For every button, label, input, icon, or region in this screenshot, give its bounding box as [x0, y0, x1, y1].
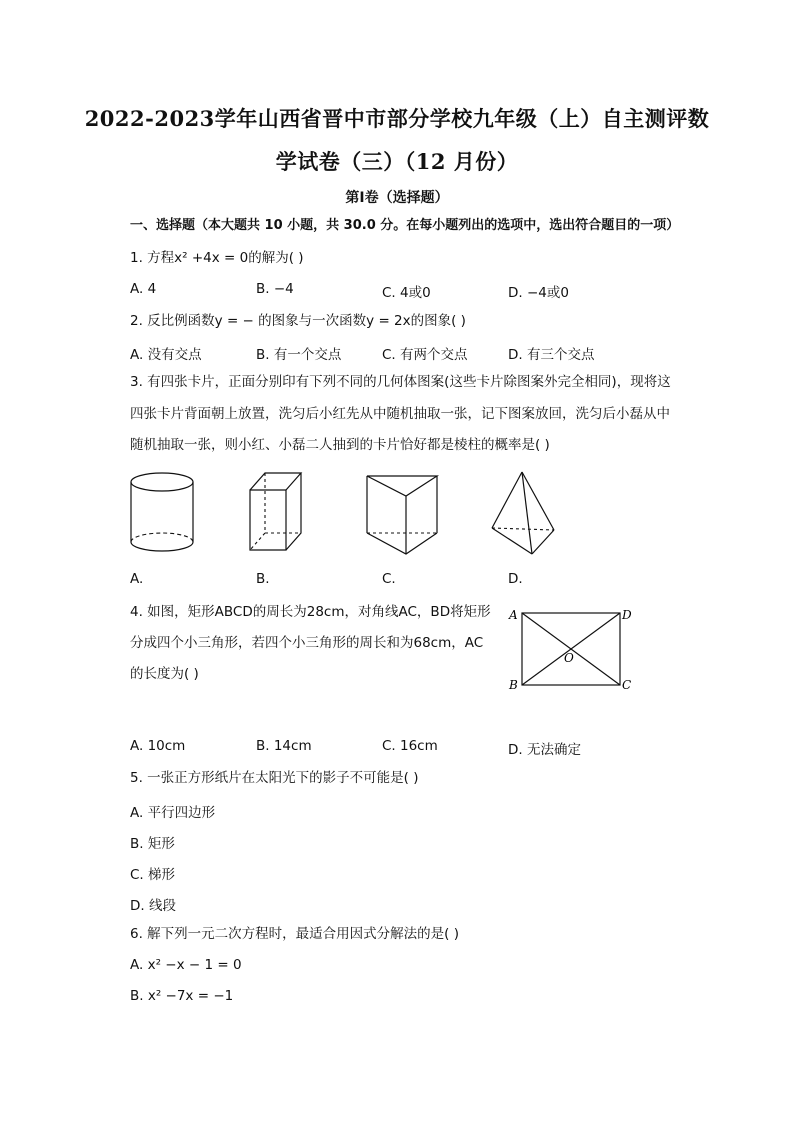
rectangle-diagonals-figure: [505, 605, 640, 695]
question-2-option-c: C. 有两个交点: [382, 347, 468, 363]
question-3-option-b: B.: [256, 571, 270, 587]
question-1-option-d: D. −4或0: [508, 285, 569, 301]
exam-title-line-2: 学试卷（三）（12 月份）: [275, 149, 519, 174]
rectangular-prism-figure: [248, 470, 308, 555]
label-b: B: [509, 678, 518, 692]
question-2-option-a: A. 没有交点: [130, 347, 202, 363]
question-5-option-b: B. 矩形: [130, 836, 175, 852]
question-4-option-a: A. 10cm: [130, 738, 186, 754]
question-5-stem: 5. 一张正方形纸片在太阳光下的影子不可能是( ): [130, 770, 419, 786]
label-c: C: [622, 678, 632, 692]
question-2-option-b: B. 有一个交点: [256, 347, 342, 363]
question-6-option-b: B. x² −7x = −1: [130, 988, 234, 1004]
section-title: 第I卷（选择题）: [345, 190, 449, 206]
question-4-stem-line-3: 的长度为( ): [130, 666, 199, 682]
question-3-stem-line-2: 四张卡片背面朝上放置，洗匀后小红先从中随机抽取一张，记下图案放回，洗匀后小磊从中: [130, 406, 670, 422]
question-3-stem-line-1: 3. 有四张卡片，正面分别印有下列不同的几何体图案(这些卡片除图案外完全相同)，现将这: [130, 374, 671, 390]
cylinder-figure: [130, 470, 200, 560]
question-3-option-c: C.: [382, 571, 396, 587]
question-3-option-a: A.: [130, 571, 144, 587]
question-3-option-d: D.: [508, 571, 523, 587]
part-instruction: 一、选择题（本大题共 10 小题，共 30.0 分。在每小题列出的选项中，选出符合题目的一项）: [130, 218, 680, 233]
question-1-option-c: C. 4或0: [382, 285, 431, 301]
question-2-option-d: D. 有三个交点: [508, 347, 595, 363]
question-4-option-c: C. 16cm: [382, 738, 438, 754]
label-o: O: [564, 651, 574, 665]
question-4-stem-line-1: 4. 如图，矩形ABCD的周长为28cm，对角线AC，BD将矩形: [130, 604, 491, 620]
label-d: D: [622, 608, 632, 622]
question-3-stem-line-3: 随机抽取一张，则小红、小磊二人抽到的卡片恰好都是棱柱的概率是( ): [130, 437, 550, 453]
question-1-option-a: A. 4: [130, 281, 157, 297]
question-4-stem-line-2: 分成四个小三角形，若四个小三角形的周长和为68cm，AC: [130, 635, 484, 651]
question-2-stem: 2. 反比例函数y = − 的图象与一次函数y = 2x的图象( ): [130, 313, 466, 329]
question-1-stem: 1. 方程x² +4x = 0的解为( ): [130, 250, 304, 266]
question-5-option-c: C. 梯形: [130, 867, 176, 883]
question-5-option-d: D. 线段: [130, 898, 176, 914]
label-a: A: [509, 608, 518, 622]
question-4-option-d: D. 无法确定: [508, 742, 581, 758]
triangular-prism-figure: [364, 470, 442, 560]
question-1-option-b: B. −4: [256, 281, 294, 297]
exam-title-line-1: 2022-2023学年山西省晋中市部分学校九年级（上）自主测评数: [84, 106, 710, 131]
tetrahedron-figure: [490, 470, 558, 560]
question-6-option-a: A. x² −x − 1 = 0: [130, 957, 242, 973]
question-4-option-b: B. 14cm: [256, 738, 312, 754]
question-6-stem: 6. 解下列一元二次方程时，最适合用因式分解法的是( ): [130, 926, 459, 942]
question-5-option-a: A. 平行四边形: [130, 805, 216, 821]
